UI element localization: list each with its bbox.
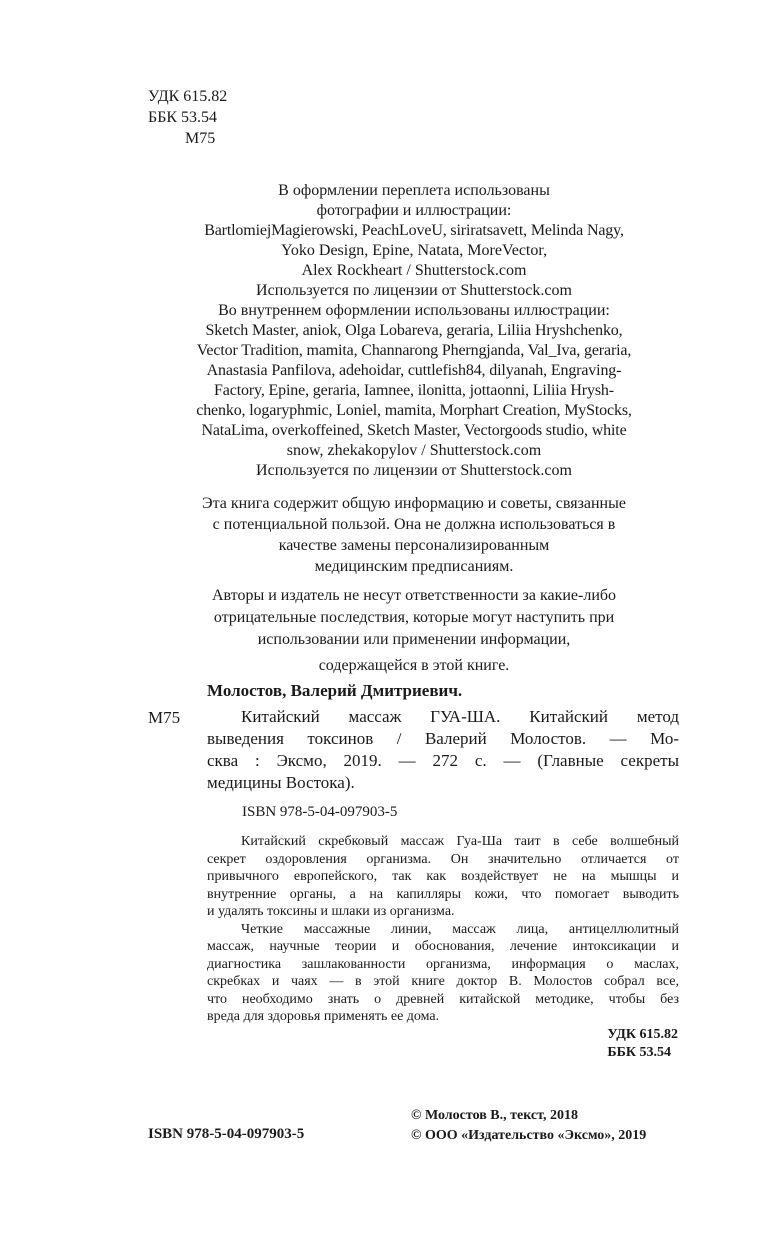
illustration-credits (140, 181, 688, 481)
liability-line: содержащейся в этой книге. (318, 657, 510, 674)
entry-isbn: ISBN 978-5-04-097903-5 (242, 804, 398, 820)
credit-line: Factory, Epine, geraria, Iamnee, ilonitta, jottaonni, Liliia Hrysh- (214, 382, 614, 399)
entry-line: сква : Эксмо, 2019. — 272 с. — (Главные секреты (207, 751, 679, 770)
annotation-line: секрет оздоровления организма. Он значительно отличается от (207, 851, 679, 867)
credit-line: Anastasia Panfilova, adehoidar, cuttlefish84, dilyanah, Engraving- (206, 362, 622, 379)
annotation-line: привычного европейского, так как воздействует не на мышцы и (207, 869, 679, 884)
entry-line: Китайский массаж ГУА-ША. Китайский метод (241, 707, 679, 726)
credit-line: BartlomiejMagierowski, PeachLoveU, siriratsavett, Melinda Nagy, (204, 222, 624, 239)
disclaimer-line: медицинским предписаниям. (314, 558, 514, 575)
annotation-line: вреда для здоровья применять ее дома. (207, 1009, 440, 1024)
disclaimer (140, 493, 688, 577)
bbk-code-bottom: ББК 53.54 (607, 1045, 672, 1060)
udk-code: УДК 615.82 (148, 88, 228, 105)
disclaimer-line: Эта книга содержит общую информацию и советы, связанные (202, 495, 626, 512)
annotation-line: диагностика зашлакованности организма, информация о маслах, (207, 956, 679, 972)
entry-mark: М75 (148, 708, 181, 727)
entry-description (207, 706, 679, 794)
liability-line: Авторы и издатель не несут ответственности за какие-либо (211, 587, 617, 604)
credit-line: snow, zhekakopylov / Shutterstock.com (286, 442, 542, 459)
classification-codes-top (148, 86, 227, 149)
credit-line: Alex Rockheart / Shutterstock.com (301, 262, 527, 279)
entry-author: Молостов, Валерий Дмитриевич. (207, 681, 463, 700)
annotation-line: массаж, научные теории и обоснования, лечение интоксикации и (207, 939, 679, 954)
annotation-line: Китайский скребковый массаж Гуа-Ша таит в себе волшебный (241, 834, 679, 849)
annotation-line: и удалять токсины и шлаки из организма. (207, 904, 455, 919)
credit-line: фотографии и иллюстрации: (316, 202, 512, 219)
credit-line: Vector Tradition, mamita, Channarong Pherngjanda, Val_Iva, geraria, (196, 342, 632, 359)
credit-line: Yoko Design, Epine, Natata, MoreVector, (280, 242, 548, 259)
disclaimer-line: качестве замены персонализированным (278, 537, 550, 554)
bbk-code: ББК 53.54 (148, 109, 218, 126)
entry-line: медицины Востока). (207, 773, 355, 792)
liability-notice (140, 585, 688, 677)
annotation (207, 833, 679, 1026)
copyright-text: © Молостов В., текст, 2018 (411, 1108, 578, 1123)
annotation-line: Четкие массажные линии, массаж лица, антицеллюлитный (241, 921, 679, 937)
credit-line: chenko, logaryphmic, Loniel, mamita, Morphart Creation, MyStocks, (196, 402, 632, 419)
liability-line: использовании или применении информации, (257, 631, 571, 648)
credit-line: Используется по лицензии от Shutterstock.com (256, 282, 572, 299)
annotation-line: что необходимо знать о древней китайской методике, чтобы без (207, 991, 679, 1007)
annotation-line: внутренние органы, а на капилляры кожи, что помогает выводить (207, 886, 679, 902)
disclaimer-line: с потенциальной пользой. Она не должна использоваться в (212, 516, 616, 533)
credit-line: В оформлении переплета использованы (278, 182, 550, 199)
credit-line: NataLima, overkoffeined, Sketch Master, Vectorgoods studio, white (201, 422, 627, 439)
copyright-block (411, 1106, 646, 1146)
credit-line: Во внутреннем оформлении использованы иллюстрации: (218, 302, 610, 319)
entry-line: выведения токсинов / Валерий Молостов. — Мо- (207, 729, 679, 748)
author-mark: М75 (185, 130, 216, 147)
udk-code-bottom: УДК 615.82 (607, 1027, 678, 1042)
annotation-line: скребках и чаях — в этой книге доктор В. Молостов собрал все, (207, 974, 679, 989)
credit-line: Sketch Master, aniok, Olga Lobareva, geraria, Liliia Hryshchenko, (205, 322, 623, 339)
liability-line: отрицательные последствия, которые могут наступить при (213, 609, 615, 626)
credit-line: Используется по лицензии от Shutterstock.com (256, 462, 572, 479)
footer-isbn: ISBN 978-5-04-097903-5 (148, 1126, 305, 1142)
copyright-publisher: © ООО «Издательство «Эксмо», 2019 (411, 1128, 647, 1143)
classification-codes-bottom (607, 1026, 678, 1062)
